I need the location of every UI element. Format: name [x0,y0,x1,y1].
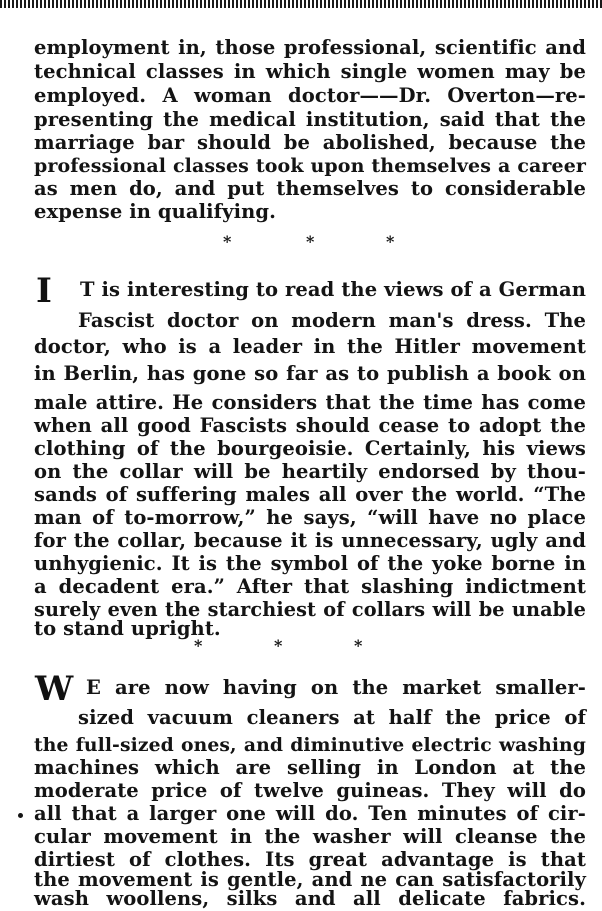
text-line: to stand upright. [34,617,221,640]
text-line: employment in, those professional, scientific and [34,36,586,59]
margin-mark [18,813,23,818]
text-line: T is interesting to read the views of a German [80,278,586,301]
text-line: employed. A woman doctor——Dr. Overton—re- [34,84,586,107]
text-line: when all good Fascists should cease to adopt the [34,414,586,437]
separator-star: * [306,232,315,251]
text-line: the full-sized ones, and diminutive electric washing [34,734,586,756]
text-line: clothing of the bourgeoisie. Certainly, his views [34,437,586,460]
text-line: dirtiest of clothes. Its great advantage is that [34,848,586,871]
text-line: technical classes in which single women may be [34,60,586,83]
section-separator [0,232,602,252]
text-line: as men do, and put themselves to considerable [34,177,586,200]
text-line: sands of suffering males all over the world. “The [34,483,586,506]
text-line: surely even the starchiest of collars will be unable [34,598,586,621]
text-line: the movement is gentle, and ne can satisfactorily [34,868,586,891]
text-line: moderate price of twelve guineas. They will do [34,779,586,802]
text-line: expense in qualifying. [34,200,276,223]
section-separator [0,636,602,656]
text-line: for the collar, because it is unnecessary, ugly and [34,529,586,552]
text-line: E are now having on the market smaller- [86,676,586,699]
text-line: in Berlin, has gone so far as to publish a book on [34,362,586,385]
text-line: male attire. He considers that the time has come [34,391,586,414]
text-line: presenting the medical institution, said that the [34,108,586,131]
text-line: doctor, who is a leader in the Hitler movement [34,335,586,358]
text-line: all that a larger one will do. Ten minutes of cir- [34,802,586,825]
text-line: marriage bar should be abolished, because the [34,131,586,154]
text-line: on the collar will be heartily endorsed by thou- [34,460,586,483]
separator-star: * [354,636,363,655]
separator-star: * [386,232,395,251]
text-line: a decadent era.” After that slashing indictment [34,575,586,598]
text-line: professional classes took upon themselves a career [34,155,586,177]
separator-star: * [194,636,203,655]
text-line: wash woollens, silks and all delicate fabrics. [34,887,586,910]
text-line: man of to-morrow,” he says, “will have no place [34,506,586,529]
text-line: cular movement in the washer will cleanse the [34,825,586,848]
separator-star: * [274,636,283,655]
text-line: unhygienic. It is the symbol of the yoke borne in [34,552,586,575]
text-line: Fascist doctor on modern man's dress. The [78,309,586,332]
text-line: sized vacuum cleaners at half the price of [78,706,586,729]
text-line: machines which are selling in London at the [34,756,586,779]
drop-cap: I [36,271,52,311]
separator-star: * [223,232,232,251]
decorative-top-rule [0,0,602,8]
drop-cap: W [35,669,74,709]
